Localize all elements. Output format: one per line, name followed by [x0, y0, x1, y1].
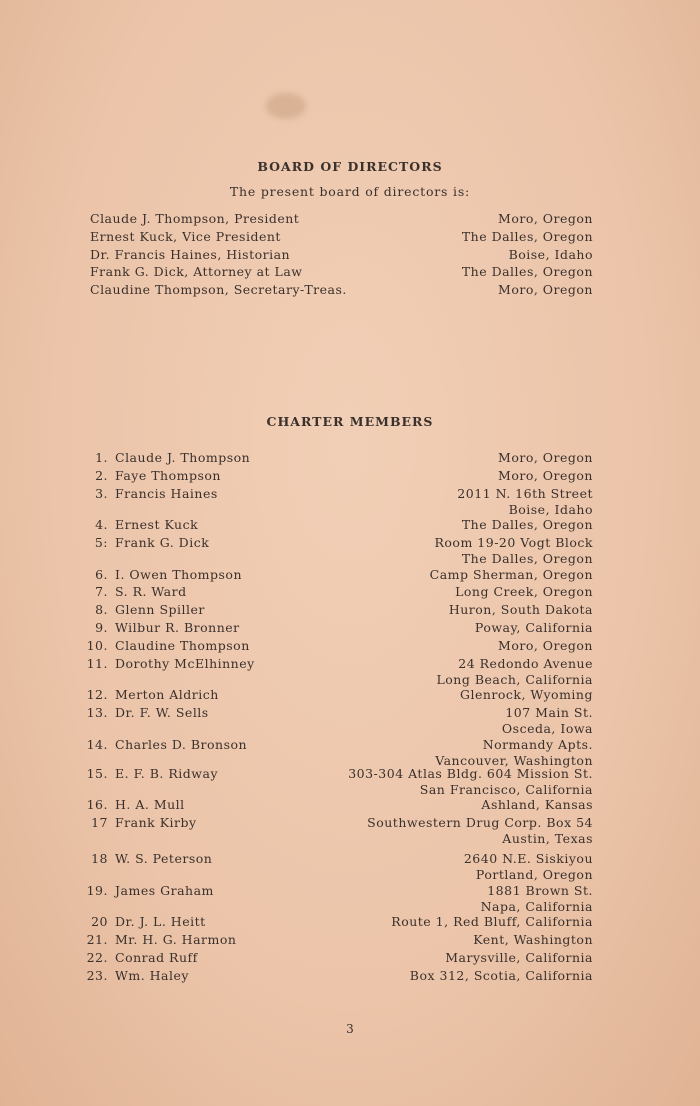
- member-name: Frank G. Dick: [115, 535, 210, 550]
- member-number: 8.: [95, 602, 108, 617]
- member-number: 16.: [86, 797, 108, 812]
- member-name: Ernest Kuck: [115, 517, 199, 532]
- member-name: Frank Kirby: [115, 815, 197, 830]
- member-address-line2: Vancouver, Washington: [435, 753, 593, 768]
- member-address-line1: Camp Sherman, Oregon: [429, 567, 593, 582]
- member-number: 13.: [86, 705, 108, 720]
- member-address-line2: Napa, California: [480, 899, 593, 914]
- member-address-line2: Austin, Texas: [502, 831, 593, 846]
- member-address-line1: Moro, Oregon: [498, 468, 593, 483]
- member-number: 2.: [95, 468, 108, 483]
- member-number: 6.: [95, 567, 108, 582]
- member-number: 18: [91, 851, 108, 866]
- member-name: Conrad Ruff: [115, 950, 198, 965]
- member-number: 9.: [95, 620, 108, 635]
- member-number: 22.: [86, 950, 108, 965]
- member-name: S. R. Ward: [115, 584, 187, 599]
- member-number: 12.: [86, 687, 108, 702]
- member-name: E. F. B. Ridway: [115, 766, 219, 781]
- member-name: Merton Aldrich: [115, 687, 219, 702]
- charter-title: CHARTER MEMBERS: [266, 414, 434, 429]
- member-address-line1: Marysville, California: [445, 950, 593, 965]
- member-address-line1: Southwestern Drug Corp. Box 54: [367, 815, 593, 830]
- board-member-name: Claude J. Thompson, President: [90, 211, 300, 226]
- member-name: Glenn Spiller: [115, 602, 205, 617]
- member-number: 4.: [95, 517, 108, 532]
- member-address-line1: Long Creek, Oregon: [455, 584, 593, 599]
- member-address-line1: Glenrock, Wyoming: [459, 687, 593, 702]
- member-address-line2: Long Beach, California: [436, 672, 593, 687]
- member-name: Charles D. Bronson: [115, 737, 248, 752]
- member-name: Francis Haines: [115, 486, 218, 501]
- board-member-location: Moro, Oregon: [498, 282, 593, 297]
- board-member-name: Ernest Kuck, Vice President: [90, 229, 281, 244]
- member-number: 23.: [86, 968, 108, 983]
- member-address-line1: 2640 N.E. Siskiyou: [463, 851, 593, 866]
- member-name: Wm. Haley: [115, 968, 189, 983]
- member-name: H. A. Mull: [115, 797, 185, 812]
- member-number: 11.: [86, 656, 108, 671]
- board-member-name: Claudine Thompson, Secretary-Treas.: [90, 282, 347, 297]
- board-member-name: Dr. Francis Haines, Historian: [90, 247, 291, 262]
- board-title: BOARD OF DIRECTORS: [257, 159, 443, 174]
- member-address-line1: 107 Main St.: [505, 705, 593, 720]
- member-address-line1: Normandy Apts.: [482, 737, 593, 752]
- member-address-line1: 24 Redondo Avenue: [458, 656, 593, 671]
- board-member-location: The Dalles, Oregon: [461, 229, 593, 244]
- member-address-line2: Osceda, Iowa: [501, 721, 593, 736]
- board-intro: The present board of directors is:: [229, 184, 471, 199]
- member-address-line1: 303-304 Atlas Bldg. 604 Mission St.: [348, 766, 593, 781]
- member-address-line2: The Dalles, Oregon: [461, 551, 593, 566]
- board-member-location: The Dalles, Oregon: [461, 264, 593, 279]
- member-number: 3.: [95, 486, 108, 501]
- member-address-line1: Ashland, Kansas: [481, 797, 593, 812]
- member-number: 19.: [86, 883, 108, 898]
- member-number: 15.: [86, 766, 108, 781]
- member-address-line1: 2011 N. 16th Street: [457, 486, 593, 501]
- member-number: 20: [91, 914, 108, 929]
- member-number: 7.: [95, 584, 108, 599]
- board-member-location: Boise, Idaho: [508, 247, 593, 262]
- member-number: 21.: [86, 932, 108, 947]
- member-address-line1: Box 312, Scotia, California: [409, 968, 593, 983]
- member-number: 5:: [94, 535, 108, 550]
- board-member-location: Moro, Oregon: [498, 211, 593, 226]
- member-address-line1: Route 1, Red Bluff, California: [391, 914, 593, 929]
- member-name: Dorothy McElhinney: [115, 656, 255, 671]
- member-number: 1.: [95, 450, 108, 465]
- member-number: 17: [91, 815, 108, 830]
- member-number: 14.: [86, 737, 108, 752]
- member-address-line1: The Dalles, Oregon: [461, 517, 593, 532]
- member-name: Mr. H. G. Harmon: [115, 932, 237, 947]
- member-name: Wilbur R. Bronner: [115, 620, 240, 635]
- member-address-line1: 1881 Brown St.: [487, 883, 593, 898]
- member-name: James Graham: [115, 883, 214, 898]
- member-name: Claude J. Thompson: [115, 450, 251, 465]
- paper-stain: [266, 93, 306, 119]
- member-address-line1: Huron, South Dakota: [448, 602, 593, 617]
- member-name: I. Owen Thompson: [115, 567, 243, 582]
- member-address-line1: Moro, Oregon: [498, 450, 593, 465]
- member-number: 10.: [86, 638, 108, 653]
- member-address-line2: Boise, Idaho: [508, 502, 593, 517]
- member-name: Dr. J. L. Heitt: [115, 914, 206, 929]
- member-name: Faye Thompson: [115, 468, 221, 483]
- member-address-line1: Moro, Oregon: [498, 638, 593, 653]
- member-address-line2: Portland, Oregon: [475, 867, 593, 882]
- member-address-line2: San Francisco, California: [419, 782, 593, 797]
- member-name: Dr. F. W. Sells: [115, 705, 209, 720]
- member-address-line1: Room 19-20 Vogt Block: [434, 535, 593, 550]
- member-address-line1: Poway, California: [474, 620, 593, 635]
- page-number: 3: [346, 1022, 354, 1036]
- member-name: Claudine Thompson: [115, 638, 250, 653]
- member-name: W. S. Peterson: [115, 851, 213, 866]
- board-member-name: Frank G. Dick, Attorney at Law: [90, 264, 303, 279]
- member-address-line1: Kent, Washington: [473, 932, 593, 947]
